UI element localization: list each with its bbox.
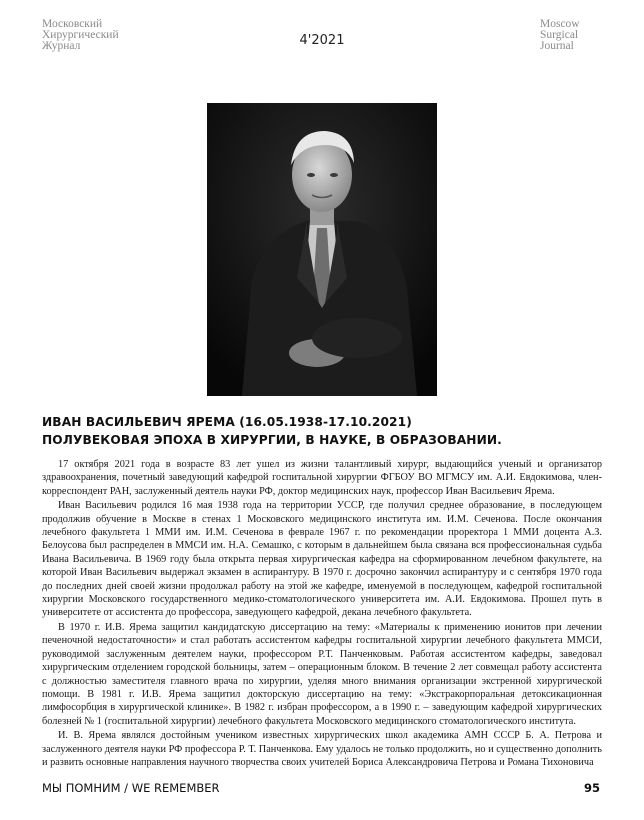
logo-en-line-2: Surgical <box>540 29 579 41</box>
article-title <box>42 413 602 449</box>
logo-ru-line-1: Московский <box>42 18 103 30</box>
journal-logo-en <box>540 19 580 52</box>
logo-en-line-1: Moscow <box>540 18 580 30</box>
portrait-photo <box>207 103 437 396</box>
logo-ru-line-3: Журнал <box>42 40 81 52</box>
paragraph-4: И. В. Ярема являлся достойным учеником известных хирургических школ академика АМН СССР Б. А. Петрова и заслуженного деятеля науки РФ профессора Р. Т. Панченкова. Ему удалось не только продолжить, но и существенно дополнить и развить основные направления научного творчества своих учителей Бориса Александровича Петрова и Романа Тихоновича <box>42 730 602 768</box>
logo-ru-line-2: Хирургический <box>42 29 119 41</box>
article-body <box>42 458 602 770</box>
paragraph-2: Иван Васильевич родился 16 мая 1938 года на территории УССР, где получил среднее образование, в последующем продолжив обучение в Москве в стенах 1 Московского медицинского института им. И.М. Сеченова. После окончания лечебного факультета 1 ММИ им. И.М. Сеченова в феврале 1967 г. по рекомендации проректора 1 ММИ доцента А.З. Белоусова был распределен в ММСИ им. Н.А. Семашко, с которым в дальнейшем была связана вся профессиональная судьба Ивана Васильевича. В 1969 году была открыта первая хирургическая кафедра на сформированном лечебном факультете, на которой Иван Васильевич выдержал экзамен в аспирантуру. В 1970 г. досрочно закончил аспирантуру и с сентября 1970 года до последних дней своей жизни продолжал работу на этой же кафедре, именуемой в последующем, кафедрой госпитальной хирургии Московского государственного медико-стоматологического университета им. А.И. Евдокимова. Прошел путь в университете от ассистента до профессора, заведующего кафедрой, декана лечебного факультета. <box>42 500 602 619</box>
section-label: МЫ ПОМНИМ / WE REMEMBER <box>42 781 220 795</box>
page-number: 95 <box>584 781 601 795</box>
paragraph-1: 17 октября 2021 года в возрасте 83 лет ушел из жизни талантливый хирург, выдающийся ученый и организатор здравоохранения, почетный заведующий кафедрой госпитальной хирургии ФГБОУ ВО МГМСУ им. А.И. Евдокимова, член-корреспондент РАН, заслуженный деятель науки РФ, доктор медицинских наук, профессор Иван Васильевич Ярема. <box>42 459 602 497</box>
title-line-1: ИВАН ВАСИЛЬЕВИЧ ЯРЕМА (16.05.1938-17.10.2021) <box>42 415 412 429</box>
title-line-2: ПОЛУВЕКОВАЯ ЭПОХА В ХИРУРГИИ, В НАУКЕ, В ОБРАЗОВАНИИ. <box>42 433 502 447</box>
logo-en-line-3: Journal <box>540 40 574 52</box>
paragraph-3: В 1970 г. И.В. Ярема защитил кандидатскую диссертацию на тему: «Материалы к применению ионитов при лечении печеночной недостаточности» и стал работать ассистентом кафедры госпитальной хирургии лечебного факультета ММСИ, руководимой заслуженным деятелем науки, профессором Р.Т. Панченковым. Работая ассистентом кафедры, заведовал хирургическим отделением городской больницы, затем – операционным блоком. В течение 2 лет совмещал работу ассистента с должностью заместителя главного врача по хирургии, уделяя много внимания организации экстренной хирургической помощи. В 1981 г. И.В. Ярема защитил докторскую диссертацию на тему: «Экстракорпоральная детоксикационная лимфосорбция в хирургической клинике». В 1982 г. избран профессором, а в 1990 г. – заведующим кафедрой хирургических болезней № 1 (госпитальной хирургии) лечебного факультета Московского медицинского стоматологического института. <box>42 621 602 727</box>
issue-number: 4'2021 <box>299 33 345 48</box>
